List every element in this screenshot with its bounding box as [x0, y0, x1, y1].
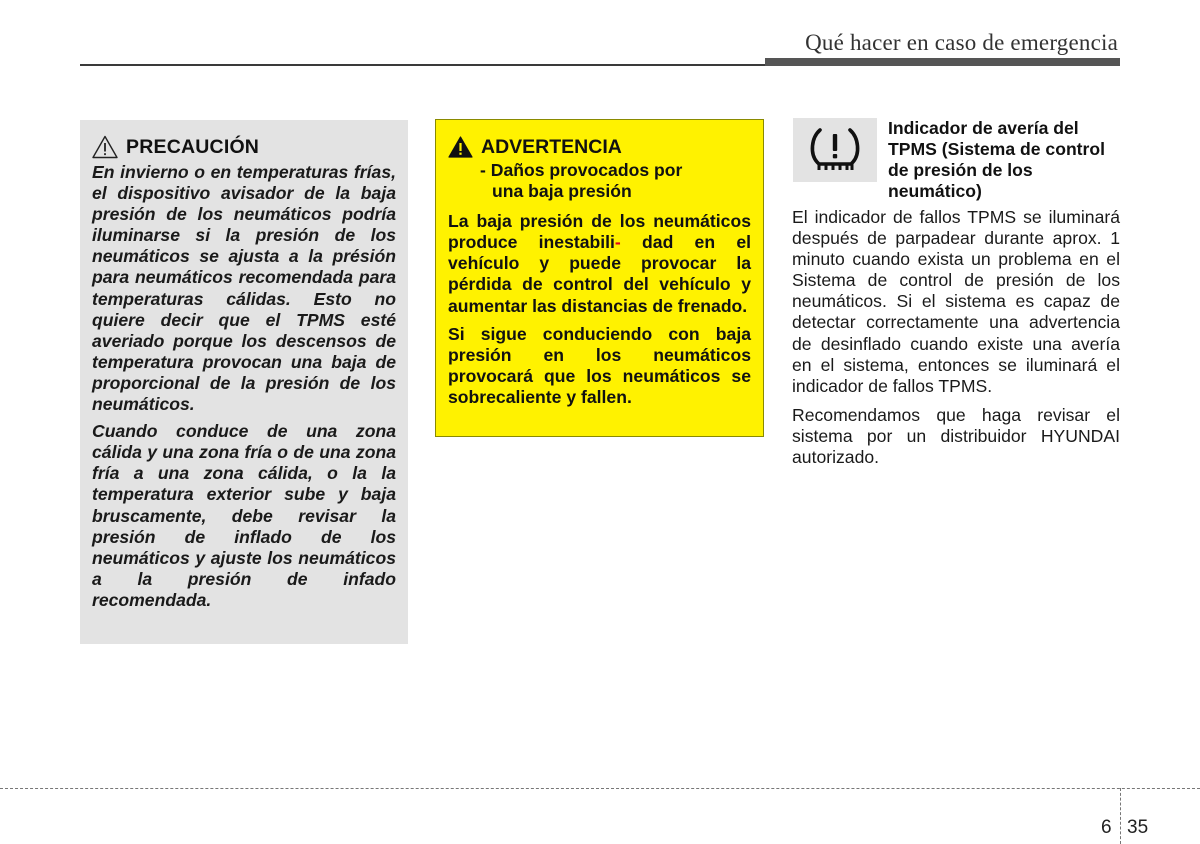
indicator-paragraph: Recomendamos que haga revisar el sistema por un distribuidor HYUNDAI autorizado.: [792, 404, 1120, 468]
header-rule-accent: [765, 58, 1120, 66]
page-number: 35: [1127, 817, 1149, 838]
warning-title: [448, 134, 751, 160]
warning-paragraph-text: dad en el vehículo y puede provocar la pérdida de control del vehículo y aumentar las distancias de frenado.: [448, 232, 752, 316]
footer-divider: [0, 788, 1200, 789]
caution-box: [80, 120, 408, 644]
warning-hyphen: -: [614, 232, 621, 253]
caution-paragraph: Cuando conduce de una zona cálida y una zona fría o de una zona fría a una zona cálida, o la la temperatura exterior sube y baja bruscamente, debe revisar la presión de inflado de los neumáticos y ajuste los neumáticos a la presión de infado recomendada.: [92, 421, 396, 610]
indicator-heading: Indicador de avería del TPMS (Sistema de control de presión de los neumático): [888, 118, 1106, 202]
caution-paragraph: En invierno o en temperaturas frías, el dispositivo avisador de la baja presión de los neumáticos podría iluminarse si la presión de los neumáticos se ajusta a la présión para neumáticos recomendada para temperaturas cálidas. Esto no quiere decir que el TPMS esté averiado porque los descensos de temperatura provocan una baja de proporcional de la presión de los neumáticos.: [92, 162, 396, 415]
caution-title-text: PRECAUCIÓN: [126, 135, 260, 158]
page-header-title: Qué hacer en caso de emergencia: [805, 30, 1118, 55]
warning-triangle-filled-icon: [448, 136, 473, 158]
warning-paragraph-text: La baja presión de los neumáticos produce inestabili: [448, 211, 751, 253]
chapter-number: 6: [1101, 817, 1112, 838]
warning-subtitle: [480, 160, 751, 202]
warning-paragraph: [448, 211, 751, 316]
tpms-warning-icon: [805, 124, 865, 176]
tpms-icon-box: [793, 118, 877, 182]
caution-title: [92, 134, 396, 160]
header-rule: [80, 64, 765, 66]
footer-page-divider: [1120, 788, 1121, 844]
warning-subtitle-line: - Daños provocados por: [480, 160, 683, 180]
warning-subtitle-line: una baja presión: [492, 181, 632, 202]
warning-paragraph: Si sigue conduciendo con baja presión en los neumáticos provocará que los neumáticos se sobrecaliente y fallen.: [448, 323, 751, 407]
indicator-body: [792, 207, 1120, 468]
warning-box: [435, 119, 764, 437]
indicator-paragraph: El indicador de fallos TPMS se iluminará después de parpadear durante aprox. 1 minuto cuando exista un problema en el Sistema de control de presión de los neumáticos. Si el sistema es capaz de detectar correctamente una advertencia de desinflado cuando existe una avería en el sistema, entonces se iluminará el indicador de fallos TPMS.: [792, 207, 1120, 396]
warning-triangle-outline-icon: [92, 135, 118, 159]
warning-title-text: ADVERTENCIA: [481, 135, 622, 158]
